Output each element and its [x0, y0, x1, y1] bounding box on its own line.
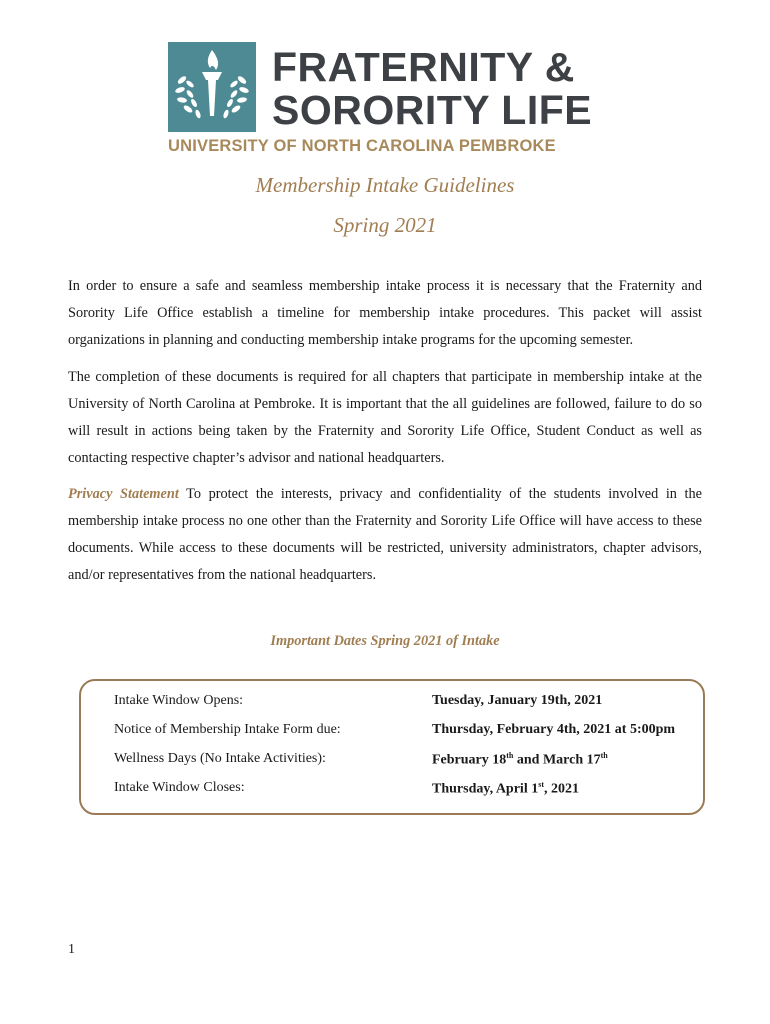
date-label: Notice of Membership Intake Form due:: [114, 722, 341, 737]
dates-heading: Important Dates Spring 2021 of Intake: [270, 633, 500, 649]
logo-university-name: UNIVERSITY OF NORTH CAROLINA PEMBROKE: [168, 137, 556, 155]
date-row: [81, 722, 703, 742]
torch-laurel-icon: [168, 42, 256, 132]
logo-title-line2: SORORITY LIFE: [272, 87, 593, 133]
date-row: [81, 751, 703, 771]
date-ordinal: th: [506, 751, 514, 760]
privacy-label: Privacy Statement: [68, 486, 179, 502]
date-value-part: , 2021: [543, 781, 579, 797]
date-value: [432, 751, 608, 769]
date-label: Intake Window Closes:: [114, 780, 245, 795]
date-value: [432, 780, 579, 798]
date-row: [81, 780, 703, 800]
document-subtitle: Spring 2021: [333, 213, 437, 237]
date-ordinal: st: [538, 780, 544, 789]
privacy-paragraph: [68, 481, 702, 589]
date-row: [81, 693, 703, 713]
date-value: Thursday, February 4th, 2021 at 5:00pm: [432, 722, 676, 737]
date-value: Tuesday, January 19th, 2021: [432, 693, 603, 708]
requirements-paragraph: The completion of these documents is required for all chapters that participate in membership intake at the University of North Carolina at Pembroke. It is important that the all guidelines are followed, failure to do so will result in actions being taken by the Fraternity and Sorority Life Office, Student Conduct as well as contacting respective chapter’s advisor and national headquarters.: [68, 369, 702, 466]
date-value-part: February 18: [432, 752, 507, 768]
date-label: Wellness Days (No Intake Activities):: [114, 751, 326, 766]
logo-title-line1: FRATERNITY &: [272, 44, 575, 90]
logo: [168, 42, 608, 154]
date-ordinal: th: [600, 751, 608, 760]
date-value-part: and March 17: [513, 752, 601, 768]
date-label: Intake Window Opens:: [114, 693, 244, 708]
page-number: 1: [68, 942, 75, 957]
important-dates-box: [79, 679, 705, 815]
date-value-part: Thursday, April 1: [432, 781, 539, 797]
intro-paragraph: In order to ensure a safe and seamless membership intake process it is necessary that the Fraternity and Sorority Life Office establish a timeline for membership intake procedures. This packet will assist organizations in planning and conducting membership intake programs for the upcoming semester.: [68, 278, 702, 348]
document-title: Membership Intake Guidelines: [255, 173, 515, 197]
privacy-text: To protect the interests, privacy and confidentiality of the students involved in the membership intake process no one other than the Fraternity and Sorority Life Office will have access to these documents. While access to these documents will be restricted, university administrators, chapter advisors, and/or representatives from the national headquarters.: [68, 486, 702, 583]
